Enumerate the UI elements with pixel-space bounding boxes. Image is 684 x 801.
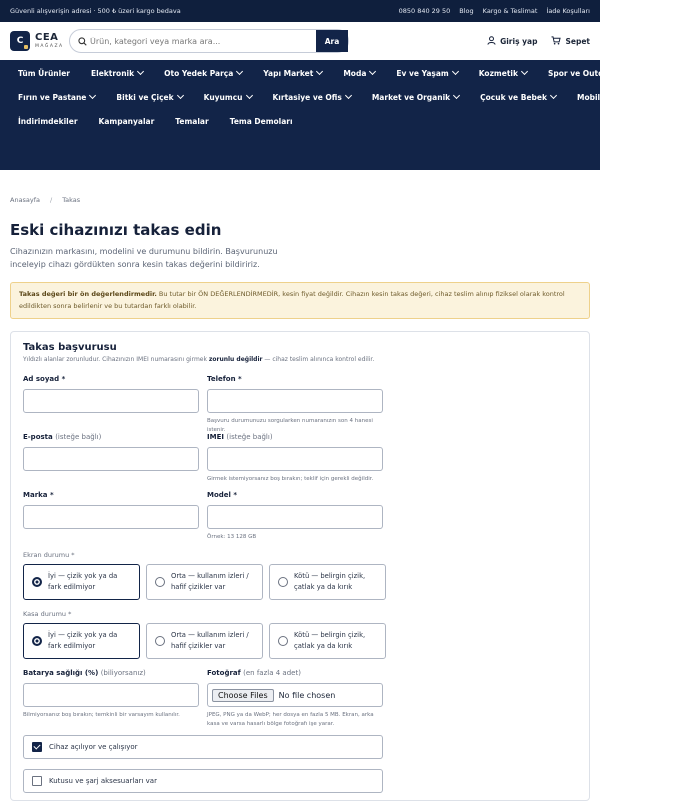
nav-row-1 [18,61,674,85]
nav-jewelry[interactable]: Kuyumcu [204,93,252,102]
nav-sports[interactable]: Spor ve Outdoor [548,69,627,78]
cart-button[interactable] [551,36,590,47]
top-links [399,7,590,15]
nav-plants[interactable]: Bitki ve Çiçek [116,93,182,102]
photo-field-group [207,669,383,727]
case-option-medium[interactable]: Orta — kullanım izleri / hafif çizikler var [146,623,263,659]
nav-themes[interactable]: Temalar [175,116,209,126]
radio-icon [155,636,165,646]
warning-text: Bu tutar bir ÖN DEĞERLENDİRMEDİR, kesin fiyat değildir. Cihazın kesin takas değeri, cihaz teslim alınıp fiziksel olarak kontrol edildikten sonra belirlenir ve bu tutardan farklı olabilir. [19,290,565,310]
battery-input[interactable] [23,683,199,707]
logo-mark: C [10,31,30,51]
checkbox-box-accessories[interactable]: Kutusu ve şarj aksesuarları var [23,769,383,793]
photo-label: Fotoğraf (en fazla 4 adet) [207,669,301,677]
nav-hardware[interactable]: Yapı Market [263,69,322,78]
photo-file-input[interactable] [207,683,383,707]
battery-label: Batarya sağlığı (%) (biliyorsanız) [23,669,146,677]
photo-help: JPEG, PNG ya da WebP; her dosya en fazla 5 MB. Ekran, arka kasa ve varsa hasarlı bölge fotoğrafı işe yarar. [207,712,374,727]
nav-all-products[interactable]: Tüm Ürünler [18,68,70,78]
nav-fashion[interactable]: Moda [343,69,375,78]
chevron-down-icon [521,68,528,75]
imei-label: IMEI (isteğe bağlı) [207,433,273,441]
phone-label: Telefon * [207,375,242,383]
screen-option-bad[interactable]: Kötü — belirgin çizik, çatlak ya da kırık [269,564,386,600]
returns-link[interactable]: İade Koşulları [546,7,590,15]
phone-help: Başvuru durumunuzu sorgularken numaranızın son 4 hanesi istenir. [207,418,373,433]
checkbox-icon [32,776,42,786]
phone-field-group [207,375,383,433]
radio-icon [155,577,165,587]
breadcrumb-home[interactable]: Anasayfa [10,196,41,204]
imei-input[interactable] [207,447,383,471]
screen-condition-label: Ekran durumu * [23,551,75,559]
name-field-group [23,375,199,433]
nav-theme-demos[interactable]: Tema Demoları [229,116,293,126]
model-input[interactable] [207,505,383,529]
nav-stationery[interactable]: Kırtasiye ve Ofis [273,93,351,102]
chevron-down-icon [452,68,459,75]
case-condition-label: Kasa durumu * [23,610,72,618]
warning-notice [10,282,590,319]
battery-field-group [23,669,199,727]
brand-label: Marka * [23,491,54,499]
page-title: Eski cihazınızı takas edin [10,221,222,239]
chevron-down-icon [236,68,243,75]
nav-cosmetics[interactable]: Kozmetik [479,69,527,78]
nav-row-2 [18,85,611,109]
email-label: E-posta (isteğe bağlı) [23,433,102,441]
chevron-down-icon [453,92,460,99]
choose-files-button[interactable]: Choose Files [212,689,274,702]
cart-icon [551,36,561,47]
search-input[interactable] [90,37,316,46]
model-field-group [207,491,383,549]
main-nav [0,60,674,170]
chevron-down-icon [369,68,376,75]
brand-input[interactable] [23,505,199,529]
screen-option-good[interactable]: İyi — çizik yok ya da fark edilmiyor [23,564,140,600]
warning-title: Takas değeri bir ön değerlendirmedir. [19,290,157,298]
form-title: Takas başvurusu [23,342,117,353]
nav-campaigns[interactable]: Kampanyalar [98,116,155,126]
email-input[interactable] [23,447,199,471]
chevron-down-icon [137,68,144,75]
screen-condition-group [23,564,577,600]
login-button[interactable] [487,36,537,47]
radio-icon [278,636,288,646]
trade-in-form [10,331,590,801]
chevron-down-icon [345,92,352,99]
brand-field-group [23,491,199,549]
model-help: Örnek: 13 128 GB [207,534,257,540]
email-field-group [23,433,199,491]
form-subtitle: Yıldızlı alanlar zorunludur. Cihazınızın IMEI numarasını girmek zorunlu değildir — cihaz teslim alınınca kontrol edilir. [23,356,375,363]
search-button[interactable]: Ara [316,30,348,52]
chevron-down-icon [316,68,323,75]
logo[interactable] [10,31,69,51]
logo-subtitle: MAĞAZA [35,43,64,49]
chevron-down-icon [177,92,184,99]
site-header [0,22,600,60]
breadcrumb [0,170,600,204]
nav-discounts[interactable]: İndirimdekiler [18,116,78,126]
shipping-link[interactable]: Kargo & Teslimat [482,7,538,15]
imei-field-group [207,433,383,491]
chevron-down-icon [613,92,620,99]
checkbox-checked-icon [32,742,42,752]
chevron-down-icon [620,68,627,75]
nav-auto-parts[interactable]: Oto Yedek Parça [164,69,242,78]
name-label: Ad soyad * [23,375,66,383]
cart-label: Sepet [565,36,590,46]
search-bar [69,29,349,53]
chevron-down-icon [245,92,252,99]
user-icon [487,36,496,47]
nav-market[interactable]: Market ve Organik [372,93,459,102]
nav-bakery[interactable]: Fırın ve Pastane [18,93,95,102]
nav-kids[interactable]: Çocuk ve Bebek [480,93,556,102]
file-status: No file chosen [278,690,336,700]
nav-home-living[interactable]: Ev ve Yaşam [396,69,457,78]
search-icon [70,37,90,46]
radio-selected-icon [32,577,42,587]
case-option-bad[interactable]: Kötü — belirgin çizik, çatlak ya da kırık [269,623,386,659]
imei-help: Girmek istemiyorsanız boş bırakın; teklif için gerekli değildir. [207,476,374,482]
phone-input[interactable] [207,389,383,413]
logo-brand: CEA [35,31,59,43]
radio-icon [278,577,288,587]
radio-selected-icon [32,636,42,646]
name-input[interactable] [23,389,199,413]
case-option-good[interactable]: İyi — çizik yok ya da fark edilmiyor [23,623,140,659]
screen-option-medium[interactable]: Orta — kullanım izleri / hafif çizikler var [146,564,263,600]
nav-furniture[interactable]: Mobilya [577,93,619,102]
blog-link[interactable]: Blog [459,7,474,15]
model-label: Model * [207,491,238,499]
top-bar [0,0,600,22]
chevron-down-icon [677,68,684,75]
promo-text: Güvenli alışverişin adresi · 500 ₺ üzeri kargo bedava [10,7,181,15]
chevron-down-icon [89,92,96,99]
breadcrumb-separator: / [50,196,53,204]
login-label: Giriş yap [500,36,538,46]
page-intro: Cihazınızın markasını, modelini ve durumunu bildirin. Başvurunuzu inceleyip cihazı gördükten sonra kesin takas değerini bildiririz. [10,247,278,269]
nav-electronics[interactable]: Elektronik [91,69,143,78]
breadcrumb-current: Takas [62,196,81,204]
nav-row-3 [18,109,582,133]
nav-coffee[interactable]: Kahve [647,69,682,78]
battery-help: Bilmiyorsanız boş bırakın; temkinli bir varsayım kullanılır. [23,712,180,718]
phone-link[interactable]: 0850 840 29 50 [398,7,451,15]
chevron-down-icon [550,92,557,99]
case-condition-group [23,623,577,659]
checkbox-device-works[interactable]: Cihaz açılıyor ve çalışıyor [23,735,383,759]
